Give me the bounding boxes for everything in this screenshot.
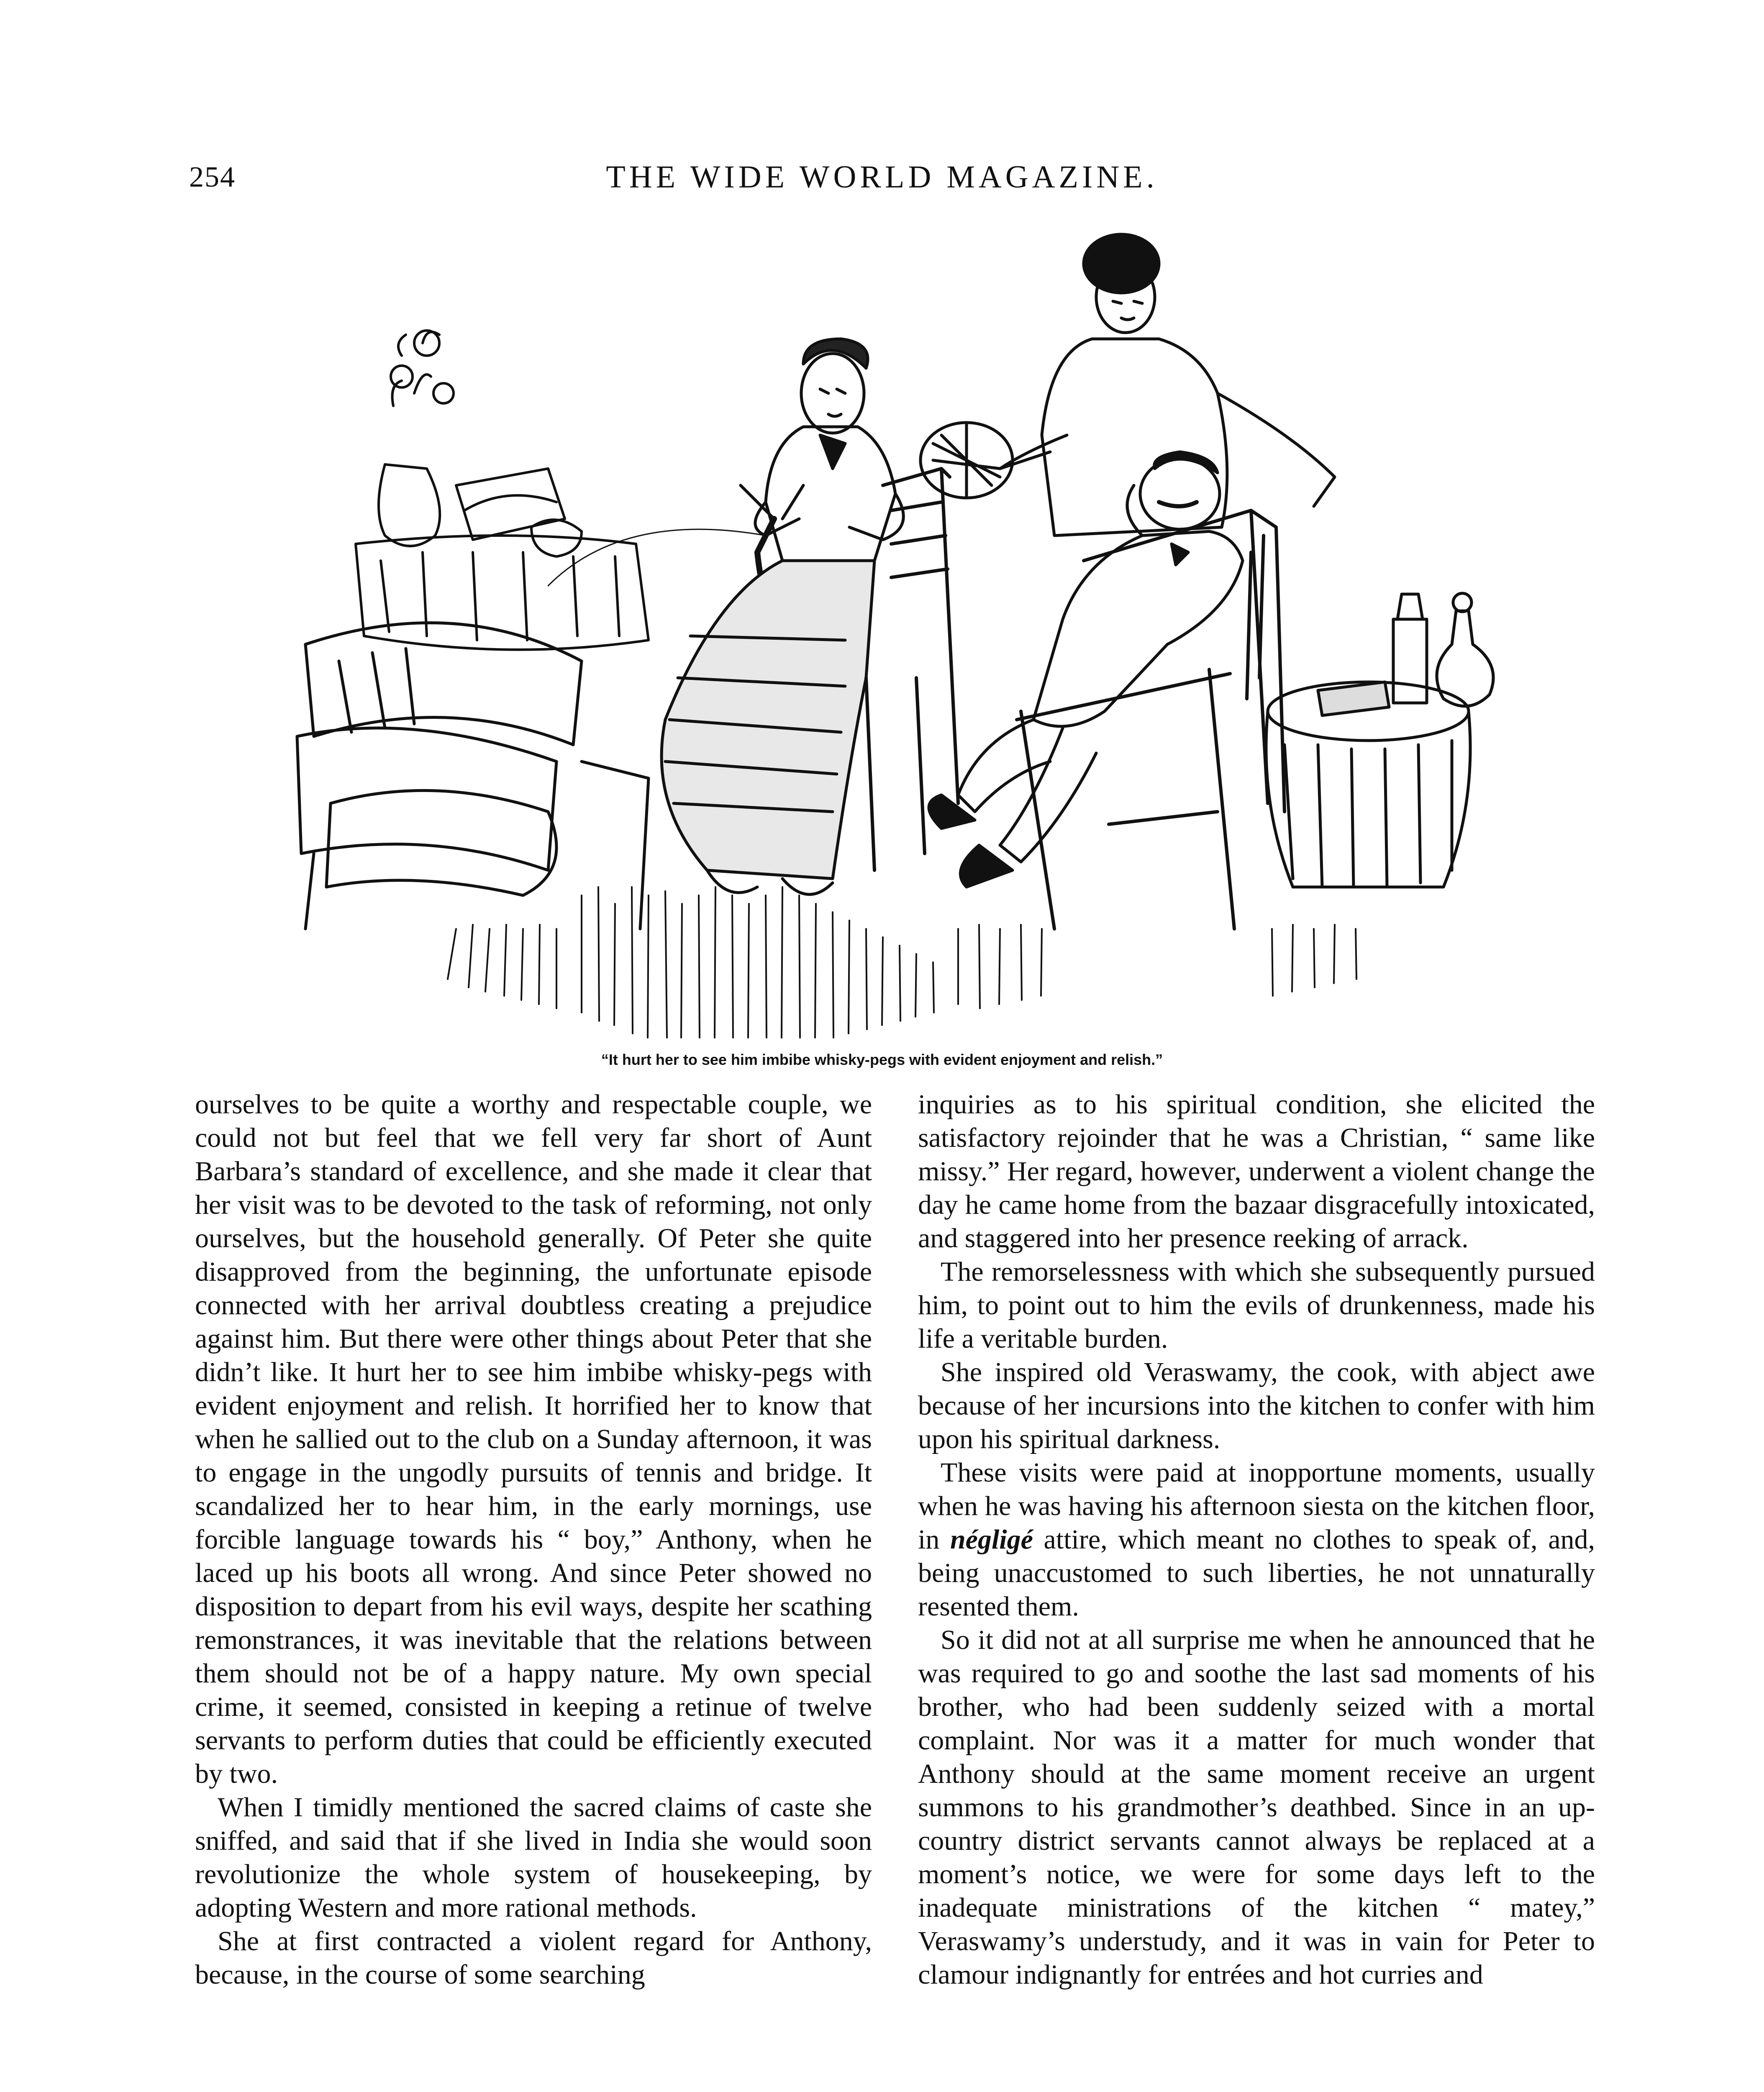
illustration-drawing xyxy=(289,218,1502,1046)
right-paragraph-1: inquiries as to his spiritual condition, she elicited the satisfactory rejoinder that he was a Christian, “ same like missy.” Her regard, however, underwent a violent change the day he came home from the bazaar disgracefully intoxicated, and staggered into her presence reeking of arrack. xyxy=(918,1089,1595,1254)
right-paragraph-4-end: attire, which meant no clothes to speak of, and, being unaccustomed to such liberties, he not unnaturally resented them. xyxy=(918,1524,1595,1622)
easy-chair xyxy=(1017,510,1285,929)
running-title: THE WIDE WORLD MAGAZINE. xyxy=(606,159,1158,195)
reclining-man xyxy=(929,452,1243,887)
right-paragraph-4-start: These visits were paid at inopportune moments, usually when he was having his afternoon siesta on the kitchen floor, in xyxy=(918,1457,1595,1555)
side-table-right xyxy=(1266,593,1493,887)
settee xyxy=(297,623,649,929)
illustration-caption: “It hurt her to see him imbibe whisky-pegs with evident enjoyment and relish.” xyxy=(601,1051,1163,1068)
floor-hatching xyxy=(448,887,1356,1038)
left-paragraph-2: When I timidly mentioned the sacred claims of caste she sniffed, and said that if she lived in India she would soon revolutionize the whole system of housekeeping, by adopting Western and more rational methods. xyxy=(195,1792,872,1923)
left-paragraph-3: She at first contracted a violent regard for Anthony, because, in the course of some searching xyxy=(195,1926,872,1990)
right-column xyxy=(918,1088,1595,1992)
right-paragraph-4 xyxy=(918,1456,1595,1623)
right-paragraph-5: So it did not at all surprise me when he announced that he was required to go and soothe the last sad moments of his brother, who had been suddenly seized with a mortal complaint. Nor was it a matter for much wonder that Anthony should at the same moment receive an urgent summons to his grandmother’s deathbed. Since in an up-country district servants cannot always be replaced at a moment’s notice, we were for some days left to the inadequate ministrations of the kitchen “ matey,” Veraswamy’s understudy, and it was in vain for Peter to clamour indignantly for entrées and hot curries and xyxy=(918,1625,1595,1990)
page-number: 254 xyxy=(189,161,236,193)
side-table-left xyxy=(356,331,649,650)
right-paragraph-3: She inspired old Veraswamy, the cook, with abject awe because of her incursions into the kitchen to confer with him upon his spiritual darkness. xyxy=(918,1357,1595,1454)
italic-word-neglige: négligé xyxy=(950,1524,1033,1555)
right-paragraph-2: The remorselessness with which she subsequently pursued him, to point out to him the evils of drunkenness, made his life a veritable burden. xyxy=(918,1256,1595,1354)
standing-woman-with-fan xyxy=(920,234,1335,536)
left-paragraph-1: ourselves to be quite a worthy and respectable couple, we could not but feel that we fell very far short of Aunt Barbara’s standard of excellence, and she made it clear that her visit was to be devoted to the task of reforming, not only ourselves, but the household generally. Of Peter she quite disapproved from the beginning, the unfortunate episode connected with her arrival doubtless creating a prejudice against him. But there were other things about Peter that she didn’t like. It hurt her to see him imbibe whisky-pegs with evident enjoyment and relish. It horrified her to know that when he sallied out to the club on a Sunday afternoon, it was to engage in the ungodly pursuits of tennis and bridge. It scandalized her to hear him, in the early mornings, use forcible language towards his “ boy,” Anthony, when he laced up his boots all wrong. And since Peter showed no disposition to depart from his evil ways, despite her scathing remonstrances, it was inevitable that the relations between them should not be of a happy nature. My own special crime, it seemed, consisted in keeping a retinue of twelve servants to perform duties that could be efficiently executed by two. xyxy=(195,1089,872,1789)
left-column xyxy=(195,1088,872,1992)
knitting-woman xyxy=(548,339,903,895)
